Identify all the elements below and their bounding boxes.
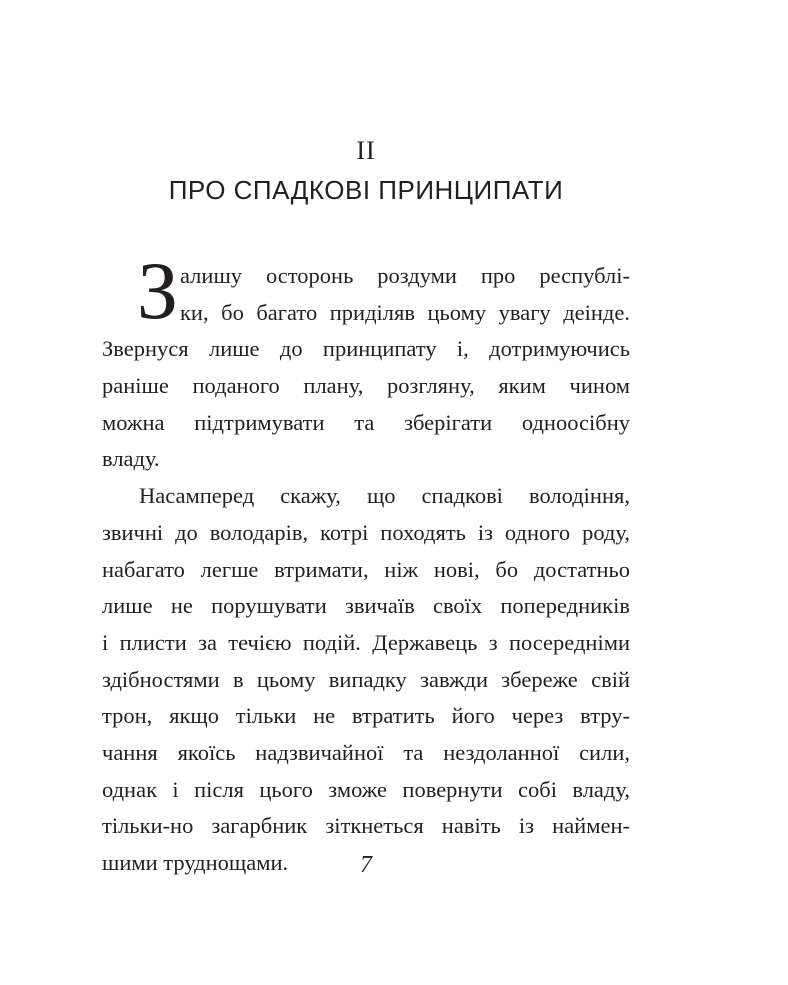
- text-line: здібностями в цьому випадку завжди збереже свій: [102, 666, 630, 692]
- body-text: [102, 245, 630, 882]
- text-line: Звернуся лише до принципату і, дотримуючись: [102, 336, 630, 362]
- text-line: трон, якщо тільки не втратить його через втру-: [102, 703, 630, 729]
- paragraph-2: [102, 478, 630, 882]
- text-line: чання якоїсь надзвичайної та нездоланної сили,: [102, 739, 630, 765]
- text-line: шими труднощами.: [102, 850, 289, 875]
- paragraph-1: [102, 245, 630, 478]
- text-line: ки, бо багато приділяв цьому увагу деінде.: [180, 299, 630, 325]
- text-line: і плисти за течією подій. Державець з посередніми: [102, 629, 630, 655]
- text-line: можна підтримувати та зберігати одноосібну: [102, 409, 630, 435]
- text-line: алишу осторонь роздуми про республі-: [180, 263, 630, 288]
- chapter-title: ПРО СПАДКОВІ ПРИНЦИПАТИ: [168, 175, 564, 205]
- text-line: раніше поданого плану, розгляну, яким чином: [102, 373, 630, 399]
- text-line: владу.: [102, 446, 160, 472]
- text-line: звичні до володарів, котрі походять із одного роду,: [102, 519, 630, 545]
- text-line: тільки-но загарбник зіткнеться навіть із наймен-: [102, 813, 630, 839]
- page-number: 7: [360, 852, 372, 878]
- drop-cap: З: [137, 245, 179, 336]
- chapter-number: II: [356, 136, 376, 165]
- text-line: однак і після цього зможе повернути собі владу,: [102, 776, 630, 802]
- text-line: лише не порушувати звичаїв своїх попередників: [102, 593, 630, 619]
- text-line: набагато легше втримати, ніж нові, бо достатньо: [102, 556, 630, 582]
- text-line: Насамперед скажу, що спадкові володіння,: [139, 483, 630, 509]
